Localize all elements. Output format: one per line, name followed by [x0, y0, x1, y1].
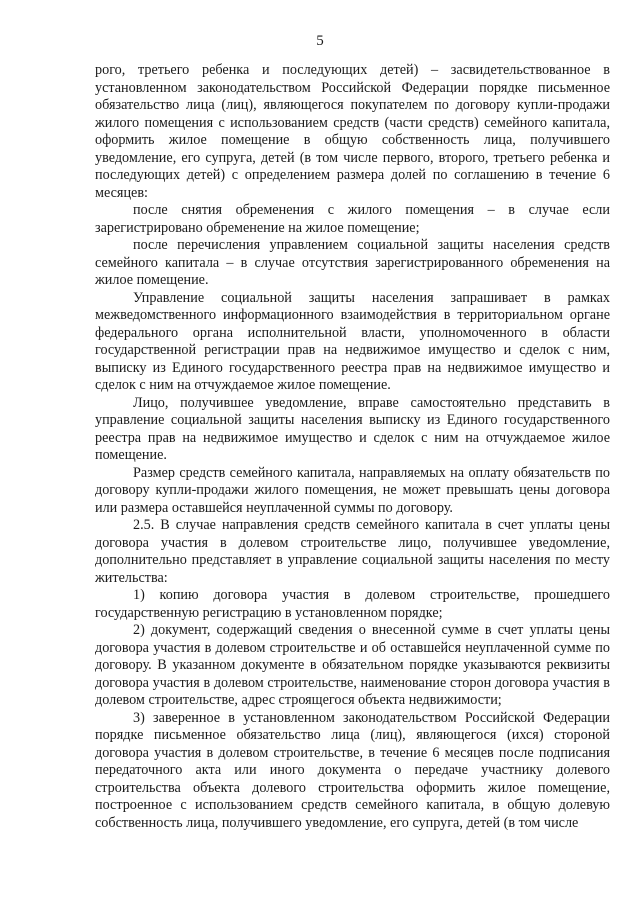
paragraph-encumbrance-removal: после снятия обременения с жилого помещения – в случае если зарегистрировано обременение на жилое помещение;	[95, 202, 610, 236]
paragraph-interagency-request: Управление социальной защиты населения запрашивает в рамках межведомственного информационного взаимодействия в территориальном органе федерального органа исполнительной власти, уполномоченного в области государственной регистрации прав на недвижимое имущество и сделок с ним, выписку из Единого государственного реестра прав на недвижимое имущество и сделок с ним на отчуждаемое жилое помещение.	[95, 289, 610, 393]
paragraph-section-2-5: 2.5. В случае направления средств семейного капитала в счет уплаты цены договора участия в долевом строительстве лицо, получившее уведомление, дополнительно представляет в управление социальной защиты населения по месту жительства:	[95, 517, 610, 586]
page-number: 5	[316, 33, 324, 49]
paragraph-funds-transfer: после перечисления управлением социальной защиты населения средств семейного капитала – в случае отсутствия зарегистрированного обременения на жилое помещение.	[95, 237, 610, 288]
paragraph-capital-limit: Размер средств семейного капитала, направляемых на оплату обязательств по договору купли-продажи жилого помещения, не может превышать цены договора или размера оставшейся неуплаченной суммы по договору.	[95, 464, 610, 516]
list-item-1: 1) копию договора участия в долевом строительстве, прошедшего государственную регистрацию в установленном порядке;	[95, 587, 610, 621]
list-item-3: 3) заверенное в установленном законодательством Российской Федерации порядке письменное обязательство лица (лиц), являющегося (ихся) стороной договора участия в долевом строительстве, в течение 6 месяцев после подписания передаточного акта или иного документа о передаче участнику долевого строительства объекта долевого строительства оформить жилое помещение, построенное с использованием средств семейного капитала, в общую долевую собственность лица, получившего уведомление, его супруга, детей (в том числе	[95, 709, 610, 831]
list-item-2: 2) документ, содержащий сведения о внесенной сумме в счет уплаты цены договора участия в долевом строительстве и об оставшейся неуплаченной сумме по договору. В указанном документе в обязательном порядке указываются реквизиты договора участия в долевом строительстве, наименование сторон договора участия в долевом строительстве, адрес строящегося объекта недвижимости;	[95, 622, 610, 708]
paragraph-continuation: рого, третьего ребенка и последующих детей) – засвидетельствованное в установленном законодательством Российской Федерации порядке письменное обязательство лица (лиц), являющегося покупателем по договору купли-продажи жилого помещения с использованием средств (части средств) семейного капитала, оформить жилое помещение в общую собственность лица, получившего уведомление, его супруга, детей (в том числе первого, второго, третьего ребенка и последующих детей) с определением размера долей по соглашению в течение 6 месяцев:	[95, 62, 610, 201]
document-body	[95, 62, 610, 832]
paragraph-self-submission: Лицо, получившее уведомление, вправе самостоятельно представить в управление социальной защиты населения выписку из Единого государственного реестра прав на недвижимое имущество и сделок с ним на отчуждаемое жилое помещение.	[95, 394, 610, 463]
